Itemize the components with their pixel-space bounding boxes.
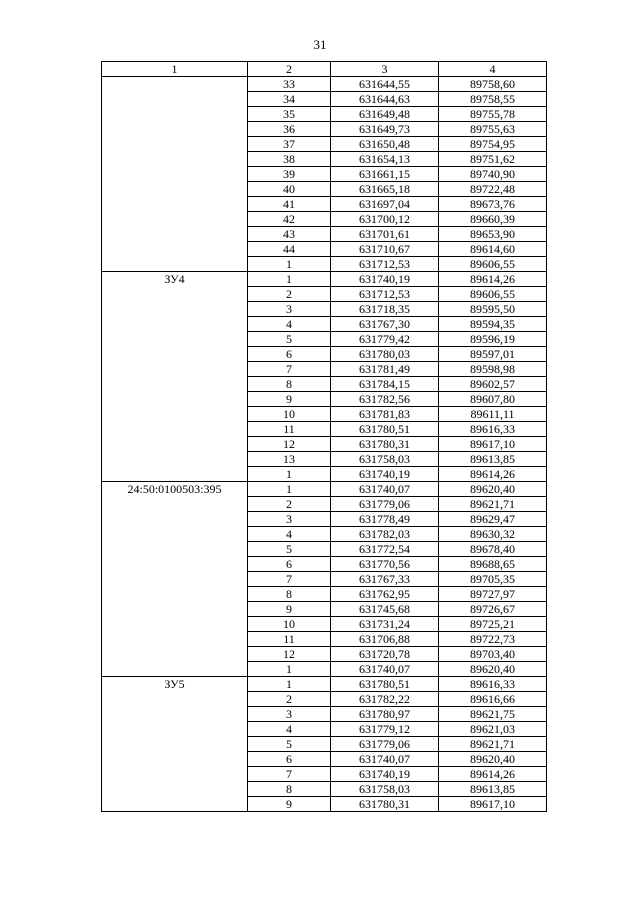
y-coordinate-cell: 89621,75 (439, 707, 547, 722)
point-number-cell: 34 (248, 92, 331, 107)
x-coordinate-cell: 631770,56 (331, 557, 439, 572)
parcel-label-cell: ЗУ4 (102, 272, 248, 482)
point-number-cell: 2 (248, 497, 331, 512)
point-number-cell: 4 (248, 527, 331, 542)
column-header-3: 3 (331, 62, 439, 77)
y-coordinate-cell: 89758,60 (439, 77, 547, 92)
point-number-cell: 1 (248, 677, 331, 692)
point-number-cell: 1 (248, 467, 331, 482)
y-coordinate-cell: 89754,95 (439, 137, 547, 152)
column-header-2: 2 (248, 62, 331, 77)
table-row (102, 272, 547, 287)
point-number-cell: 41 (248, 197, 331, 212)
y-coordinate-cell: 89725,21 (439, 617, 547, 632)
point-number-cell: 35 (248, 107, 331, 122)
x-coordinate-cell: 631740,07 (331, 482, 439, 497)
x-coordinate-cell: 631710,67 (331, 242, 439, 257)
point-number-cell: 6 (248, 557, 331, 572)
point-number-cell: 9 (248, 797, 331, 812)
x-coordinate-cell: 631779,06 (331, 737, 439, 752)
x-coordinate-cell: 631740,19 (331, 767, 439, 782)
table-row (102, 482, 547, 497)
point-number-cell: 13 (248, 452, 331, 467)
y-coordinate-cell: 89614,26 (439, 767, 547, 782)
x-coordinate-cell: 631782,03 (331, 527, 439, 542)
y-coordinate-cell: 89594,35 (439, 317, 547, 332)
y-coordinate-cell: 89620,40 (439, 482, 547, 497)
x-coordinate-cell: 631644,63 (331, 92, 439, 107)
point-number-cell: 3 (248, 302, 331, 317)
x-coordinate-cell: 631745,68 (331, 602, 439, 617)
x-coordinate-cell: 631665,18 (331, 182, 439, 197)
y-coordinate-cell: 89614,26 (439, 467, 547, 482)
y-coordinate-cell: 89705,35 (439, 572, 547, 587)
header-row (102, 62, 547, 77)
x-coordinate-cell: 631758,03 (331, 782, 439, 797)
y-coordinate-cell: 89678,40 (439, 542, 547, 557)
x-coordinate-cell: 631781,83 (331, 407, 439, 422)
y-coordinate-cell: 89660,39 (439, 212, 547, 227)
parcel-label-cell: ЗУ5 (102, 677, 248, 812)
point-number-cell: 3 (248, 707, 331, 722)
y-coordinate-cell: 89629,47 (439, 512, 547, 527)
x-coordinate-cell: 631650,48 (331, 137, 439, 152)
x-coordinate-cell: 631780,51 (331, 677, 439, 692)
point-number-cell: 8 (248, 587, 331, 602)
coordinates-table (101, 61, 547, 812)
x-coordinate-cell: 631779,06 (331, 497, 439, 512)
x-coordinate-cell: 631706,88 (331, 632, 439, 647)
y-coordinate-cell: 89755,78 (439, 107, 547, 122)
point-number-cell: 7 (248, 362, 331, 377)
point-number-cell: 4 (248, 317, 331, 332)
point-number-cell: 8 (248, 782, 331, 797)
y-coordinate-cell: 89616,33 (439, 677, 547, 692)
x-coordinate-cell: 631780,97 (331, 707, 439, 722)
point-number-cell: 37 (248, 137, 331, 152)
point-number-cell: 44 (248, 242, 331, 257)
point-number-cell: 11 (248, 422, 331, 437)
point-number-cell: 9 (248, 392, 331, 407)
y-coordinate-cell: 89703,40 (439, 647, 547, 662)
point-number-cell: 42 (248, 212, 331, 227)
x-coordinate-cell: 631649,48 (331, 107, 439, 122)
column-header-4: 4 (439, 62, 547, 77)
x-coordinate-cell: 631697,04 (331, 197, 439, 212)
y-coordinate-cell: 89596,19 (439, 332, 547, 347)
x-coordinate-cell: 631781,49 (331, 362, 439, 377)
x-coordinate-cell: 631779,12 (331, 722, 439, 737)
x-coordinate-cell: 631758,03 (331, 452, 439, 467)
y-coordinate-cell: 89597,01 (439, 347, 547, 362)
x-coordinate-cell: 631700,12 (331, 212, 439, 227)
y-coordinate-cell: 89722,73 (439, 632, 547, 647)
table-body (102, 77, 547, 812)
y-coordinate-cell: 89607,80 (439, 392, 547, 407)
x-coordinate-cell: 631762,95 (331, 587, 439, 602)
y-coordinate-cell: 89614,26 (439, 272, 547, 287)
point-number-cell: 2 (248, 692, 331, 707)
y-coordinate-cell: 89722,48 (439, 182, 547, 197)
point-number-cell: 5 (248, 332, 331, 347)
x-coordinate-cell: 631731,24 (331, 617, 439, 632)
point-number-cell: 43 (248, 227, 331, 242)
y-coordinate-cell: 89755,63 (439, 122, 547, 137)
point-number-cell: 10 (248, 407, 331, 422)
point-number-cell: 10 (248, 617, 331, 632)
point-number-cell: 39 (248, 167, 331, 182)
y-coordinate-cell: 89595,50 (439, 302, 547, 317)
y-coordinate-cell: 89614,60 (439, 242, 547, 257)
y-coordinate-cell: 89630,32 (439, 527, 547, 542)
point-number-cell: 6 (248, 752, 331, 767)
x-coordinate-cell: 631720,78 (331, 647, 439, 662)
x-coordinate-cell: 631654,13 (331, 152, 439, 167)
y-coordinate-cell: 89620,40 (439, 662, 547, 677)
x-coordinate-cell: 631780,31 (331, 437, 439, 452)
table-row (102, 77, 547, 92)
y-coordinate-cell: 89613,85 (439, 782, 547, 797)
point-number-cell: 12 (248, 437, 331, 452)
x-coordinate-cell: 631782,22 (331, 692, 439, 707)
point-number-cell: 3 (248, 512, 331, 527)
point-number-cell: 12 (248, 647, 331, 662)
y-coordinate-cell: 89617,10 (439, 437, 547, 452)
point-number-cell: 36 (248, 122, 331, 137)
x-coordinate-cell: 631780,03 (331, 347, 439, 362)
y-coordinate-cell: 89751,62 (439, 152, 547, 167)
x-coordinate-cell: 631782,56 (331, 392, 439, 407)
y-coordinate-cell: 89602,57 (439, 377, 547, 392)
y-coordinate-cell: 89726,67 (439, 602, 547, 617)
point-number-cell: 6 (248, 347, 331, 362)
y-coordinate-cell: 89613,85 (439, 452, 547, 467)
x-coordinate-cell: 631740,07 (331, 752, 439, 767)
x-coordinate-cell: 631779,42 (331, 332, 439, 347)
x-coordinate-cell: 631740,19 (331, 272, 439, 287)
y-coordinate-cell: 89621,71 (439, 737, 547, 752)
y-coordinate-cell: 89621,71 (439, 497, 547, 512)
point-number-cell: 5 (248, 542, 331, 557)
point-number-cell: 8 (248, 377, 331, 392)
x-coordinate-cell: 631780,51 (331, 422, 439, 437)
x-coordinate-cell: 631778,49 (331, 512, 439, 527)
y-coordinate-cell: 89606,55 (439, 287, 547, 302)
point-number-cell: 7 (248, 572, 331, 587)
point-number-cell: 1 (248, 662, 331, 677)
x-coordinate-cell: 631740,07 (331, 662, 439, 677)
x-coordinate-cell: 631740,19 (331, 467, 439, 482)
y-coordinate-cell: 89727,97 (439, 587, 547, 602)
x-coordinate-cell: 631718,35 (331, 302, 439, 317)
x-coordinate-cell: 631712,53 (331, 287, 439, 302)
y-coordinate-cell: 89621,03 (439, 722, 547, 737)
point-number-cell: 1 (248, 482, 331, 497)
point-number-cell: 2 (248, 287, 331, 302)
y-coordinate-cell: 89616,66 (439, 692, 547, 707)
x-coordinate-cell: 631772,54 (331, 542, 439, 557)
point-number-cell: 7 (248, 767, 331, 782)
y-coordinate-cell: 89688,65 (439, 557, 547, 572)
y-coordinate-cell: 89606,55 (439, 257, 547, 272)
point-number-cell: 1 (248, 272, 331, 287)
page-number: 31 (313, 37, 327, 52)
point-number-cell: 9 (248, 602, 331, 617)
x-coordinate-cell: 631784,15 (331, 377, 439, 392)
x-coordinate-cell: 631649,73 (331, 122, 439, 137)
x-coordinate-cell: 631661,15 (331, 167, 439, 182)
y-coordinate-cell: 89653,90 (439, 227, 547, 242)
point-number-cell: 5 (248, 737, 331, 752)
point-number-cell: 33 (248, 77, 331, 92)
point-number-cell: 4 (248, 722, 331, 737)
point-number-cell: 1 (248, 257, 331, 272)
y-coordinate-cell: 89620,40 (439, 752, 547, 767)
x-coordinate-cell: 631767,33 (331, 572, 439, 587)
x-coordinate-cell: 631780,31 (331, 797, 439, 812)
y-coordinate-cell: 89598,98 (439, 362, 547, 377)
parcel-label-cell (102, 77, 248, 272)
parcel-label-cell: 24:50:0100503:395 (102, 482, 248, 677)
x-coordinate-cell: 631701,61 (331, 227, 439, 242)
y-coordinate-cell: 89673,76 (439, 197, 547, 212)
x-coordinate-cell: 631712,53 (331, 257, 439, 272)
point-number-cell: 40 (248, 182, 331, 197)
x-coordinate-cell: 631644,55 (331, 77, 439, 92)
table-row (102, 677, 547, 692)
x-coordinate-cell: 631767,30 (331, 317, 439, 332)
point-number-cell: 38 (248, 152, 331, 167)
table-header (102, 62, 547, 77)
y-coordinate-cell: 89617,10 (439, 797, 547, 812)
y-coordinate-cell: 89611,11 (439, 407, 547, 422)
y-coordinate-cell: 89740,90 (439, 167, 547, 182)
column-header-1: 1 (102, 62, 248, 77)
y-coordinate-cell: 89616,33 (439, 422, 547, 437)
y-coordinate-cell: 89758,55 (439, 92, 547, 107)
point-number-cell: 11 (248, 632, 331, 647)
